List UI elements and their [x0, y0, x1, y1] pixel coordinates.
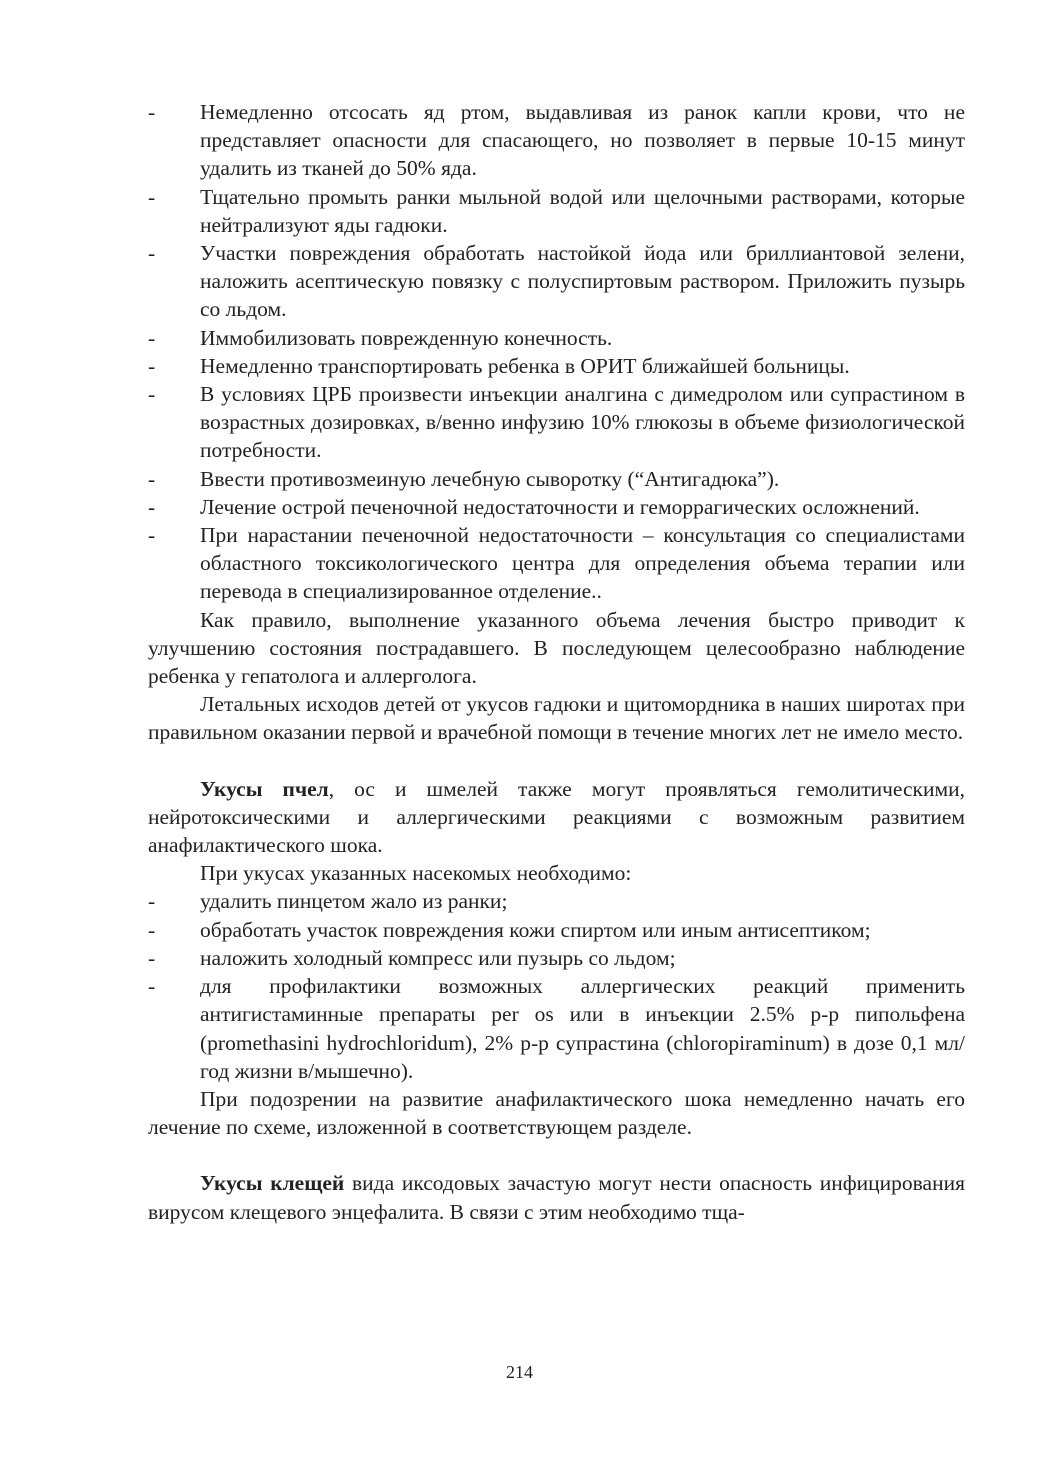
list-item: [148, 380, 965, 465]
list-dash: -: [148, 974, 156, 999]
list-item-text: Лечение острой печеночной недостаточности и геморрагических осложнений.: [200, 494, 920, 519]
list-dash: -: [148, 382, 156, 407]
list-item-text: Тщательно промыть ранки мыльной водой или щелочными растворами, которые нейтрализуют яды гадюки.: [200, 184, 965, 237]
snakebite-first-aid-list: [148, 98, 965, 606]
list-item: [148, 183, 965, 239]
list-dash: -: [148, 523, 156, 548]
paragraph-mortality: Летальных исходов детей от укусов гадюки и щитомордника в наших широтах при правильном оказании первой и врачебной помощи в течение многих лет не имело место.: [148, 692, 965, 745]
list-item: [148, 916, 965, 944]
list-item: [148, 521, 965, 606]
bee-stings-term: Укусы пчел: [200, 776, 329, 801]
section-gap: [148, 747, 965, 775]
paragraph-bee-stings: [148, 775, 965, 860]
list-dash: -: [148, 917, 156, 942]
paragraph-insect-intro: При укусах указанных насекомых необходимо:: [200, 861, 632, 886]
list-dash: -: [148, 353, 156, 378]
list-item-text: Участки повреждения обработать настойкой йода или бриллиантовой зелени, наложить асептическую повязку с полуспиртовым раствором. Приложить пузырь со льдом.: [200, 241, 965, 322]
list-dash: -: [148, 889, 156, 914]
page-number: 214: [506, 1362, 533, 1382]
section-gap: [148, 1141, 965, 1169]
paragraph-anaphylaxis: При подозрении на развитие анафилактического шока немедленно начать его лечение по схеме, изложенной в соответствующем разделе.: [148, 1086, 965, 1140]
list-item: [148, 972, 965, 1085]
list-item: [148, 324, 965, 352]
paragraph-treatment-outcome: Как правило, выполнение указанного объема лечения быстро приводит к улучшению состояния пострадавшего. В последующем целесообразно наблюдение ребенка у гепатолога и аллерголога.: [148, 607, 965, 689]
list-item-text: наложить холодный компресс или пузырь со льдом;: [200, 945, 676, 970]
tick-bites-text: вида иксодовых зачастую могут нести опасность инфицирования вирусом клещевого энцефалита. В связи с этим необходимо тща-: [148, 1171, 965, 1224]
insect-bite-actions-list: [148, 887, 965, 1084]
paragraph-tick-bites: [148, 1169, 965, 1225]
list-item: [148, 887, 965, 915]
list-dash: -: [148, 494, 156, 519]
list-item-text: Иммобилизовать поврежденную конечность.: [200, 325, 613, 350]
list-item-text: удалить пинцетом жало из ранки;: [200, 889, 508, 914]
list-dash: -: [148, 184, 156, 209]
list-dash: -: [148, 241, 156, 266]
tick-bites-term: Укусы клещей: [200, 1171, 345, 1196]
list-dash: -: [148, 100, 156, 124]
list-item-text: Немедленно транспортировать ребенка в ОРИТ ближайшей больницы.: [200, 353, 850, 378]
list-item: [148, 239, 965, 324]
list-item: [148, 465, 965, 493]
list-dash: -: [148, 466, 156, 491]
list-item: [148, 352, 965, 380]
list-item: [148, 98, 965, 183]
list-item-text: Ввести противозмеиную лечебную сыворотку (“Антигадюка”).: [200, 466, 780, 491]
list-item: [148, 944, 965, 972]
list-dash: -: [148, 325, 156, 350]
page-body: [148, 98, 965, 1226]
list-item-text: Немедленно отсосать яд ртом, выдавливая из ранок капли крови, что не представляет опасности для спасающего, но позволяет в первые 10-15 минут удалить из тканей до 50% яда.: [200, 100, 965, 181]
list-item-text: При нарастании печеночной недостаточности – консультация со специалистами областного токсикологического центра для определения объема терапии или перевода в специализированное отделение..: [200, 523, 965, 604]
list-item-text: обработать участок повреждения кожи спиртом или иным антисептиком;: [200, 917, 871, 942]
list-item-text: для профилактики возможных аллергических реакций применить антигистаминные препараты per os или в инъекции 2.5% р-р пипольфена (promethasini hydrochloridum), 2% р-р супрастина (chloropiraminum) в дозе 0,1 мл/год жизни в/мышечно).: [200, 974, 965, 1083]
bee-stings-text: , ос и шмелей также могут проявляться гемолитическими, нейротоксическими и аллергическими реакциями с возможным развитием анафилактического шока.: [148, 776, 965, 858]
list-item-text: В условиях ЦРБ произвести инъекции аналгина с димедролом или супрастином в возрастных дозировках, в/венно инфузию 10% глюкозы в объеме физиологической потребности.: [200, 382, 965, 463]
list-dash: -: [148, 945, 156, 970]
list-item: [148, 493, 965, 521]
